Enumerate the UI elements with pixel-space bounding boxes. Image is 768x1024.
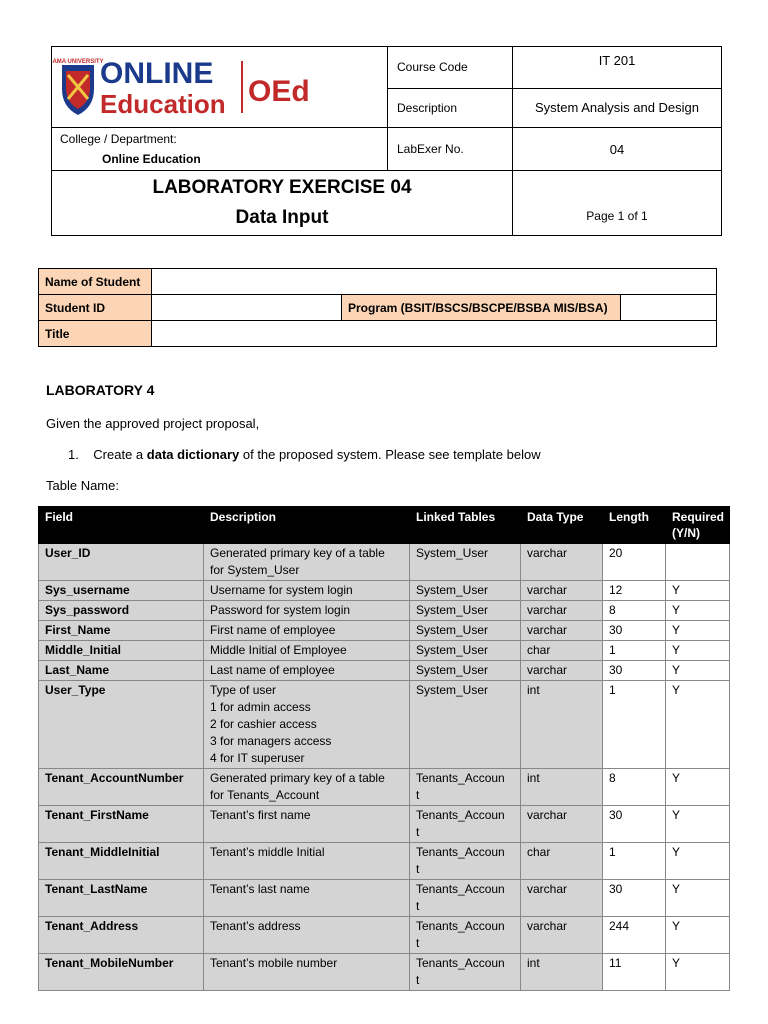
column-header: Description [204,507,410,544]
description-line: Tenant’s first name [210,808,311,822]
description-line: 4 for IT superuser [210,751,305,765]
name-field[interactable] [152,269,717,295]
field-cell: Tenant_MobileNumber [39,954,204,991]
linked-table-line: Tenants_Accoun [416,919,505,933]
linked-tables-cell [410,769,521,806]
linked-table-line: Tenants_Accoun [416,956,505,970]
required-cell: Y [666,581,730,601]
table-row [39,641,730,661]
linked-table-line: Tenants_Accoun [416,771,505,785]
instruction-item [68,447,541,462]
data-dictionary-table [38,506,730,991]
program-field[interactable] [621,295,717,321]
linked-table-line: t [416,825,420,839]
table-row [39,581,730,601]
required-cell: Y [666,641,730,661]
linked-table-line: t [416,788,420,802]
description-line: Generated primary key of a table [210,771,385,785]
table-row [39,661,730,681]
description-line: Password for system login [210,603,351,617]
length-cell: 11 [603,954,666,991]
lab-heading: LABORATORY 4 [46,382,155,398]
description-cell [204,843,410,880]
field-cell: First_Name [39,621,204,641]
length-cell: 8 [603,769,666,806]
college-value: Online Education [102,152,201,166]
title-label: Title [39,321,152,347]
svg-text:AMA UNIVERSITY: AMA UNIVERSITY [52,59,104,65]
description-line: Generated primary key of a table [210,546,385,560]
description-line: Username for system login [210,583,353,597]
required-cell: Y [666,769,730,806]
linked-tables-cell [410,681,521,769]
description-cell [204,769,410,806]
linked-table-line: System_User [416,603,489,617]
description-line: 1 for admin access [210,700,311,714]
data-type-cell: char [521,641,603,661]
length-cell: 8 [603,601,666,621]
field-cell: Sys_username [39,581,204,601]
linked-tables-cell [410,880,521,917]
description-line: First name of employee [210,623,336,637]
description-cell [204,621,410,641]
intro-text: Given the approved project proposal, [46,416,260,431]
ama-seal-icon [52,59,103,115]
data-type-cell: varchar [521,544,603,581]
description-line: 3 for managers access [210,734,332,748]
linked-tables-cell [410,661,521,681]
student-info-table [38,268,717,347]
labexer-label: LabExer No. [388,128,513,171]
field-cell: User_ID [39,544,204,581]
description-value: System Analysis and Design [513,88,722,128]
description-line: Tenant’s last name [210,882,310,896]
table-row [39,544,730,581]
field-cell: Sys_password [39,601,204,621]
table-row [39,601,730,621]
linked-table-line: Tenants_Accoun [416,845,505,859]
length-cell: 1 [603,681,666,769]
description-cell [204,641,410,661]
brand-education-text: Education [100,89,226,119]
description-cell [204,681,410,769]
required-cell: Y [666,917,730,954]
table-row [39,917,730,954]
linked-table-line: System_User [416,546,489,560]
linked-table-line: t [416,899,420,913]
length-cell: 30 [603,880,666,917]
description-line: Middle Initial of Employee [210,643,347,657]
item-number: 1. [68,447,79,462]
name-label: Name of Student [39,269,152,295]
field-cell: Tenant_FirstName [39,806,204,843]
linked-table-line: System_User [416,583,489,597]
description-line: Type of user [210,683,277,697]
linked-table-line: System_User [416,623,489,637]
linked-table-line: System_User [416,683,489,697]
field-cell: Tenant_AccountNumber [39,769,204,806]
description-line: for Tenants_Account [210,788,320,802]
linked-table-line: Tenants_Accoun [416,882,505,896]
description-cell [204,661,410,681]
required-cell [666,544,730,581]
linked-tables-cell [410,601,521,621]
description-line: Tenant’s address [210,919,301,933]
college-label: College / Department: [60,132,177,146]
linked-tables-cell [410,621,521,641]
length-cell: 20 [603,544,666,581]
required-cell: Y [666,880,730,917]
table-row [39,843,730,880]
linked-table-line: System_User [416,643,489,657]
required-cell: Y [666,601,730,621]
brand-online-text: ONLINE [100,57,214,90]
description-cell [204,806,410,843]
table-row [39,681,730,769]
linked-table-line: System_User [416,663,489,677]
description-cell [204,917,410,954]
required-cell: Y [666,954,730,991]
length-cell: 12 [603,581,666,601]
length-cell: 244 [603,917,666,954]
linked-table-line: t [416,936,420,950]
title-field[interactable] [152,321,717,347]
linked-tables-cell [410,843,521,880]
table-row [39,954,730,991]
description-cell [204,601,410,621]
description-cell [204,954,410,991]
data-type-cell: varchar [521,880,603,917]
online-education-logo [52,55,358,119]
page-indicator: Page 1 of 1 [513,171,722,236]
column-header: Linked Tables [410,507,521,544]
required-cell: Y [666,621,730,641]
data-type-cell: int [521,681,603,769]
labexer-value: 04 [513,128,722,171]
length-cell: 30 [603,806,666,843]
linked-tables-cell [410,917,521,954]
item-suffix: of the proposed system. Please see template below [239,447,541,462]
table-row [39,621,730,641]
column-header: Required (Y/N) [666,507,730,544]
data-type-cell: int [521,769,603,806]
college-cell [52,128,388,171]
column-header: Length [603,507,666,544]
exercise-subtitle: Data Input [235,207,329,228]
linked-tables-cell [410,954,521,991]
description-cell [204,581,410,601]
field-cell: Middle_Initial [39,641,204,661]
item-bold: data dictionary [146,447,240,462]
data-type-cell: varchar [521,661,603,681]
required-cell: Y [666,806,730,843]
table-row [39,769,730,806]
exercise-title: LABORATORY EXERCISE 04 [152,177,412,198]
length-cell: 30 [603,621,666,641]
data-type-cell: varchar [521,601,603,621]
field-cell: Last_Name [39,661,204,681]
student-id-field[interactable] [152,295,342,321]
course-code-value: IT 201 [513,47,722,89]
linked-table-line: t [416,973,420,987]
field-cell: Tenant_Address [39,917,204,954]
header-table [51,46,722,236]
brand-oed-text: OEd [248,75,310,108]
description-cell [204,880,410,917]
field-cell: User_Type [39,681,204,769]
length-cell: 1 [603,641,666,661]
linked-tables-cell [410,581,521,601]
length-cell: 30 [603,661,666,681]
description-line: Tenant’s mobile number [210,956,338,970]
description-line: Last name of employee [210,663,335,677]
student-id-label: Student ID [39,295,152,321]
table-name-label: Table Name: [46,478,119,493]
description-label: Description [388,88,513,128]
data-type-cell: int [521,954,603,991]
item-prefix: Create a [93,447,147,462]
data-type-cell: varchar [521,806,603,843]
data-type-cell: varchar [521,621,603,641]
data-type-cell: varchar [521,917,603,954]
length-cell: 1 [603,843,666,880]
description-cell [204,544,410,581]
data-type-cell: varchar [521,581,603,601]
required-cell: Y [666,661,730,681]
description-line: 2 for cashier access [210,717,317,731]
description-line: for System_User [210,563,300,577]
linked-tables-cell [410,641,521,661]
program-label: Program (BSIT/BSCS/BSCPE/BSBA MIS/BSA) [342,295,621,321]
exercise-title-cell [52,171,513,236]
linked-table-line: t [416,862,420,876]
logo-cell [52,47,388,128]
data-type-cell: char [521,843,603,880]
course-code-label: Course Code [388,47,513,89]
dictionary-header-row [39,507,730,544]
table-row [39,806,730,843]
required-cell: Y [666,681,730,769]
table-row [39,880,730,917]
column-header: Field [39,507,204,544]
description-line: Tenant’s middle Initial [210,845,325,859]
required-cell: Y [666,843,730,880]
linked-table-line: Tenants_Accoun [416,808,505,822]
linked-tables-cell [410,544,521,581]
field-cell: Tenant_MiddleInitial [39,843,204,880]
field-cell: Tenant_LastName [39,880,204,917]
linked-tables-cell [410,806,521,843]
column-header: Data Type [521,507,603,544]
